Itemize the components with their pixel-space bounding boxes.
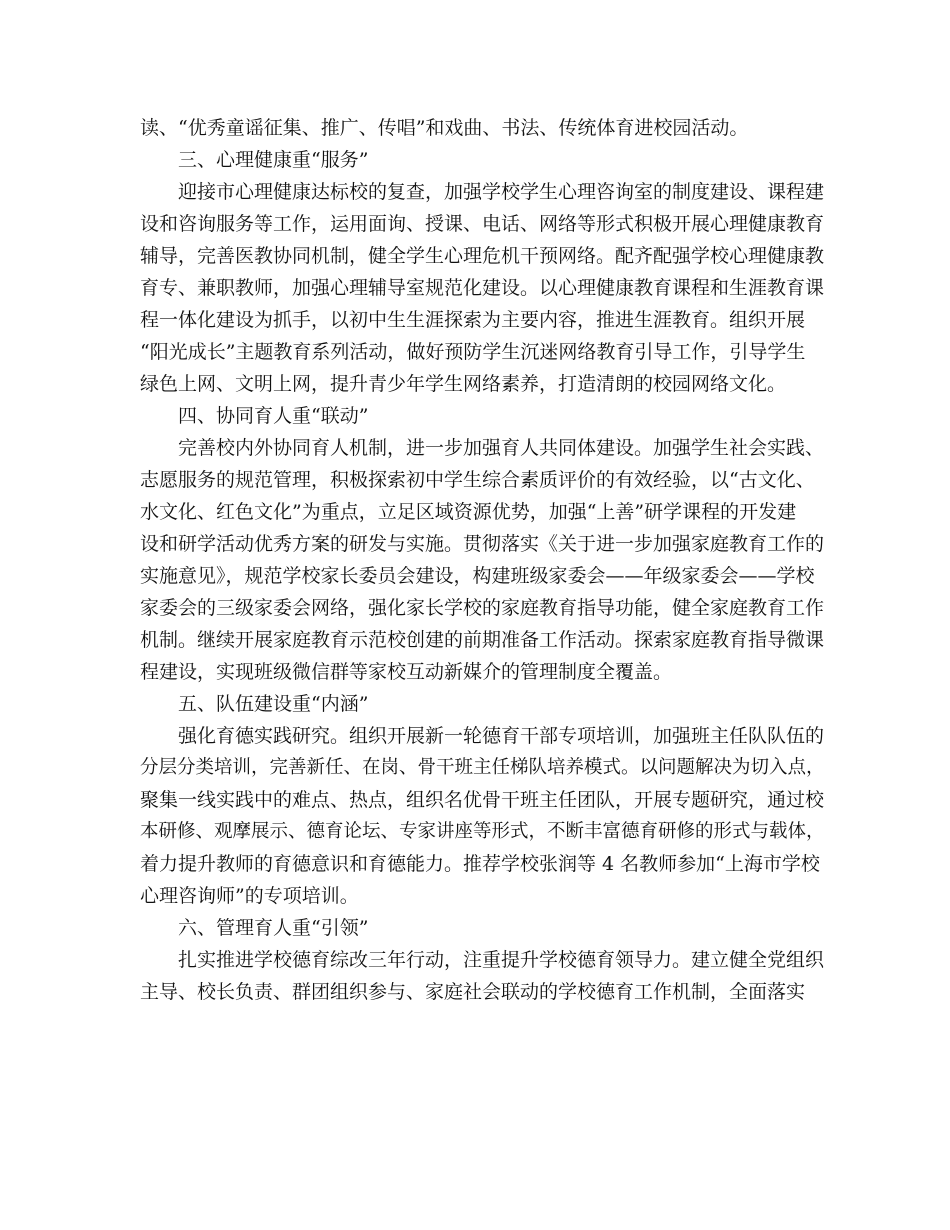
heading-text: 四、协同育人重“联动” bbox=[178, 405, 369, 427]
text-line: “阳光成长”主题教育系列活动，做好预防学生沉迷网络教育引导工作，引导学生 bbox=[140, 341, 806, 363]
paragraph-continued bbox=[140, 112, 830, 144]
text-line: 设和咨询服务等工作，运用面询、授课、电话、网络等形式积极开展心理健康教育 bbox=[140, 213, 825, 235]
paragraph-collaborative-education bbox=[140, 432, 830, 688]
text-line: 程一体化建设为抓手，以初中生生涯探索为主要内容，推进生涯教育。组织开展 bbox=[140, 309, 806, 331]
text-line: 完善校内外协同育人机制，进一步加强育人共同体建设。加强学生社会实践、 bbox=[178, 437, 825, 459]
section-heading-4 bbox=[140, 400, 830, 432]
text-line: 实施意见》，规范学校家长委员会建设，构建班级家委会——年级家委会——学校 bbox=[140, 565, 815, 587]
paragraph-management bbox=[140, 944, 830, 1008]
text-line: 绿色上网、文明上网，提升青少年学生网络素养，打造清朗的校园网络文化。 bbox=[140, 373, 787, 395]
text-line: 强化育德实践研究。组织开展新一轮德育干部专项培训，加强班主任队队伍的 bbox=[178, 725, 825, 747]
text-line: 聚集一线实践中的难点、热点，组织名优骨干班主任团队，开展专题研究，通过校 bbox=[140, 789, 825, 811]
text-line: 心理咨询师”的专项培训。 bbox=[140, 885, 359, 907]
text-line: 辅导，完善医教协同机制，健全学生心理危机干预网络。配齐配强学校心理健康教 bbox=[140, 245, 825, 267]
text-line: 分层分类培训，完善新任、在岗、骨干班主任梯队培养模式。以问题解决为切入点， bbox=[140, 757, 825, 778]
text-line: 机制。继续开展家庭教育示范校创建的前期准备工作活动。探索家庭教育指导微课 bbox=[140, 629, 825, 651]
text-line: 着力提升教师的育德意识和育德能力。推荐学校张润等 4 名教师参加“上海市学校 bbox=[140, 853, 820, 875]
text-line: 扎实推进学校德育综改三年行动，注重提升学校德育领导力。建立健全党组织 bbox=[178, 949, 825, 971]
text-line: 水文化、红色文化”为重点，立足区域资源优势，加强“上善”研学课程的开发建 bbox=[140, 501, 797, 523]
section-heading-5 bbox=[140, 688, 830, 720]
text-line: 设和研学活动优秀方案的研发与实施。贯彻落实《关于进一步加强家庭教育工作的 bbox=[140, 533, 825, 555]
text-line: 家委会的三级家委会网络，强化家长学校的家庭教育指导功能，健全家庭教育工作 bbox=[140, 597, 825, 619]
document-body bbox=[140, 112, 830, 1008]
section-heading-3 bbox=[140, 144, 830, 176]
paragraph-team-building bbox=[140, 720, 830, 912]
text-line: 志愿服务的规范管理，积极探索初中学生综合素质评价的有效经验，以“古文化、 bbox=[140, 469, 815, 491]
text-line: 育专、兼职教师，加强心理辅导室规范化建设。以心理健康教育课程和生涯教育课 bbox=[140, 277, 825, 299]
heading-text: 六、管理育人重“引领” bbox=[178, 917, 369, 939]
text-line: 迎接市心理健康达标校的复查，加强学校学生心理咨询室的制度建设、课程建 bbox=[178, 181, 825, 203]
text-line: 主导、校长负责、群团组织参与、家庭社会联动的学校德育工作机制，全面落实 bbox=[140, 981, 806, 1003]
text-line: 读、“优秀童谣征集、推广、传唱”和戏曲、书法、传统体育进校园活动。 bbox=[140, 117, 749, 139]
section-heading-6 bbox=[140, 912, 830, 944]
text-line: 程建设，实现班级微信群等家校互动新媒介的管理制度全覆盖。 bbox=[140, 661, 673, 683]
heading-text: 五、队伍建设重“内涵” bbox=[178, 693, 369, 715]
paragraph-mental-health bbox=[140, 176, 830, 400]
text-line: 本研修、观摩展示、德育论坛、专家讲座等形式，不断丰富德育研修的形式与载体， bbox=[140, 821, 825, 842]
heading-text: 三、心理健康重“服务” bbox=[178, 149, 369, 171]
